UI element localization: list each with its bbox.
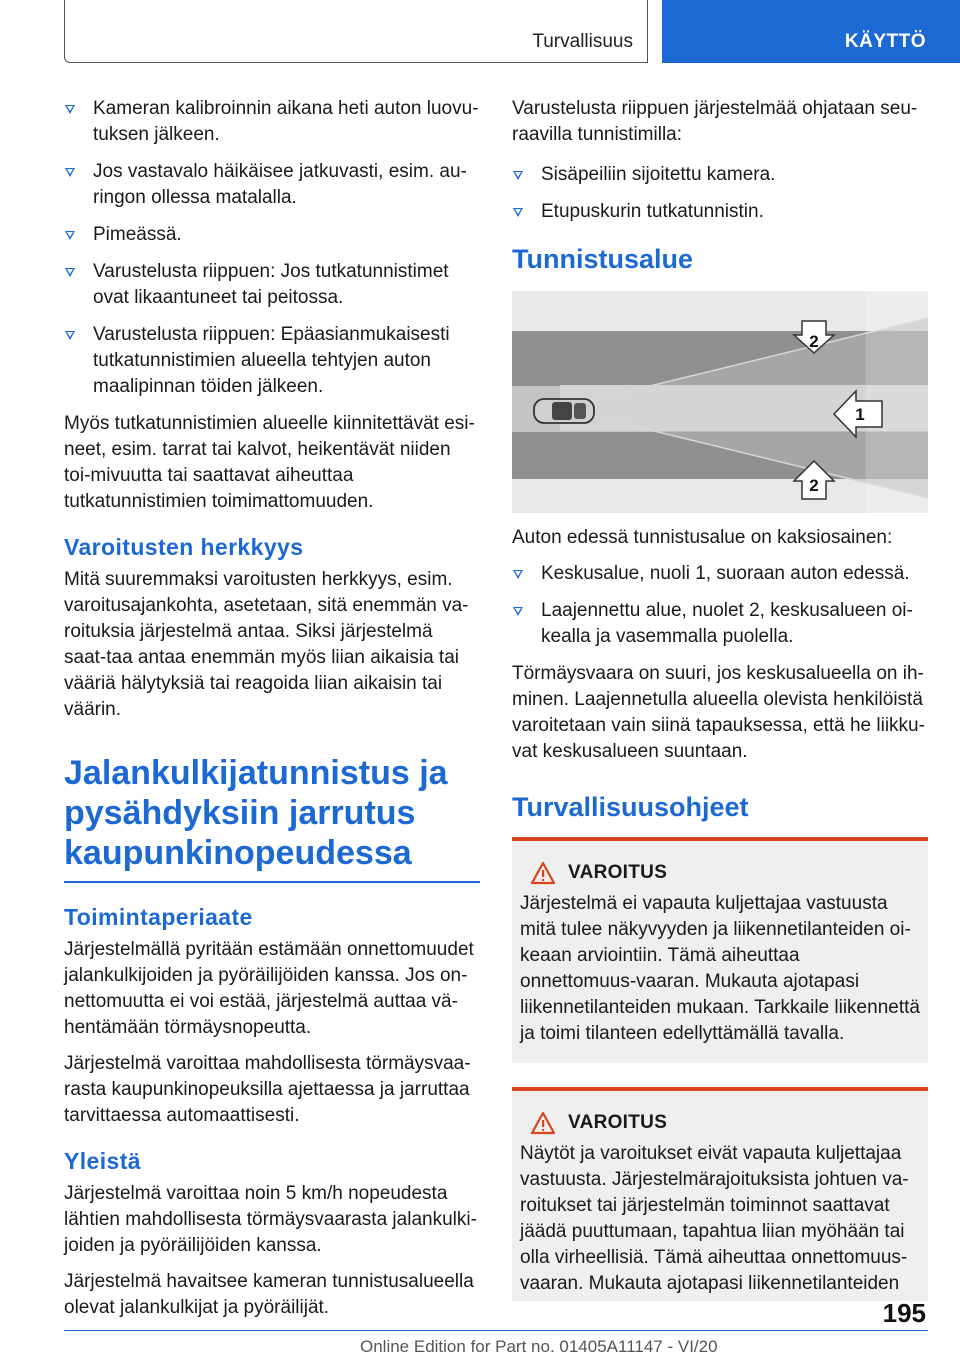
- bullet-triangle-icon: [513, 166, 529, 182]
- bullet-triangle-icon: [65, 263, 81, 279]
- warning-text: Järjestelmä ei vapauta kuljettajaa vastuusta mitä tulee näkyvyyden ja liikennetilanteiden oi-keaan arviointiin. Tämä aiheuttaa onnettomuus-vaaran. Mukauta ajotapasi liikennetilanteiden mukaan. Tarkkaile liikennettä ja toimi tilanteen edellyttämällä tavalla.: [520, 893, 920, 1044]
- car-icon: [534, 399, 594, 423]
- bullet-triangle-icon: [65, 100, 81, 116]
- list-item: Pimeässä.: [64, 222, 480, 248]
- header-section-box: [64, 0, 648, 63]
- chapter-heading: Jalankulkijatunnistus ja pysähdyksiin jarrutus kaupunkinopeudessa: [64, 754, 448, 872]
- arrow-label-top: 2: [809, 332, 819, 351]
- heading-principle: Toimintaperiaate: [64, 903, 253, 930]
- warning-triangle-icon: [530, 1111, 556, 1135]
- page-number: 195: [882, 1298, 926, 1328]
- heading-safety: Turvallisuusohjeet: [512, 792, 749, 822]
- heading-detection-area: Tunnistusalue: [512, 244, 694, 274]
- warning-text: Näytöt ja varoitukset eivät vapauta kuljettajaa vastuusta. Järjestelmärajoituksista johtuen va-roitukset tai järjestelmän toiminnot saattavat jäädä puuttumaan, tapahtua liian myöhään tai olla virheellisiä. Tämä aiheuttaa onnettomuus-vaaran. Mukauta ajotapasi liikennetilanteiden: [520, 1143, 909, 1294]
- warning-box: [512, 1087, 928, 1301]
- heading-warning-sensitivity: Varoitusten herkkyys: [64, 534, 304, 560]
- warning-title: VAROITUS: [568, 1112, 668, 1133]
- bullet-triangle-icon: [65, 326, 81, 342]
- warning-box: [512, 837, 928, 1063]
- warning-title: VAROITUS: [568, 862, 668, 883]
- arrow-label-bottom: 2: [809, 476, 819, 495]
- paragraph-principle-2: Järjestelmä varoittaa mahdollisesta törmäysvaa-rasta kaupunkinopeuksilla ajettaessa ja jarruttaa tarvittaessa automaattisesti.: [64, 1052, 471, 1126]
- heading-divider: [64, 881, 480, 883]
- footer-divider: [64, 1330, 928, 1331]
- paragraph-detection: Auton edessä tunnistusalue on kaksiosainen:: [512, 527, 893, 548]
- heading-general: Yleistä: [64, 1147, 141, 1174]
- warning-triangle-icon: [530, 861, 556, 885]
- header-chapter-box[interactable]: [662, 0, 960, 63]
- paragraph-general-2: Järjestelmä havaitsee kameran tunnistusalueella olevat jalankulkijat ja pyöräilijät.: [64, 1270, 474, 1318]
- paragraph-sensor-stickers: Myös tutkatunnistimien alueelle kiinnitettävät esi-neet, esim. tarrat tai kalvot, heikentävät niiden toi-mivuutta tai saattavat aiheuttaa tutkatunnistimien toimimattomuuden.: [64, 413, 475, 512]
- list-item: Etupuskurin tutkatunnistin.: [512, 199, 928, 225]
- list-item: Laajennettu alue, nuolet 2, keskusalueen oi-kealla ja vasemmalla puolella.: [512, 598, 928, 650]
- bullet-triangle-icon: [513, 565, 529, 581]
- bullet-triangle-icon: [513, 203, 529, 219]
- bullet-triangle-icon: [65, 163, 81, 179]
- paragraph-sensitivity: Mitä suuremmaksi varoitusten herkkyys, esim. varoitusajankohta, asetetaan, sitä enemmän va-roituksia järjestelmä antaa. Siksi järjestelmä saat-taa antaa enemmän myös liian aikaisia tai vääriä hälytyksiä tai reagoida liian aikaisin tai väärin.: [64, 569, 469, 720]
- list-item: Kameran kalibroinnin aikana heti auton luovu-tuksen jälkeen.: [64, 96, 480, 148]
- footer-edition: Online Edition for Part no. 01405A11147 - VI/20: [360, 1337, 718, 1356]
- chapter-title: KÄYTTÖ: [844, 31, 926, 52]
- paragraph-sensors-intro: Varustelusta riippuen järjestelmää ohjataan seu-raavilla tunnistimilla:: [512, 98, 918, 145]
- list-item: Jos vastavalo häikäisee jatkuvasti, esim. au-ringon ollessa matalalla.: [64, 159, 480, 211]
- paragraph-principle-1: Järjestelmällä pyritään estämään onnettomuudet jalankulkijoiden ja pyöräilijöiden kanssa. Jos on-nettomuutta ei voi estää, järjestelmä auttaa vä-hentämään törmäysnopeutta.: [64, 938, 474, 1038]
- list-item: Varustelusta riippuen: Jos tutkatunnistimet ovat likaantuneet tai peitossa.: [64, 259, 480, 311]
- detection-area-diagram: [512, 291, 928, 513]
- left-column: [64, 96, 480, 1331]
- right-column: [512, 96, 928, 1301]
- paragraph-collision-risk: Törmäysvaara on suuri, jos keskusalueella on ih-minen. Laajennetulla alueella olevista henkilöistä varoitetaan vain siinä tapauksessa, että he liikku-vat keskusalueen suuntaan.: [512, 663, 925, 762]
- list-item: Keskusalue, nuoli 1, suoraan auton edessä.: [512, 561, 928, 587]
- bullet-triangle-icon: [513, 602, 529, 618]
- arrow-label-middle: 1: [855, 405, 865, 424]
- list-item: Sisäpeiliin sijoitettu kamera.: [512, 162, 928, 188]
- section-title: Turvallisuus: [532, 31, 633, 52]
- bullet-triangle-icon: [65, 226, 81, 242]
- list-item: Varustelusta riippuen: Epäasianmukaisesti tutkatunnistimien alueella tehtyjen auton maalipinnan töiden jälkeen.: [64, 322, 480, 400]
- paragraph-general-1: Järjestelmä varoittaa noin 5 km/h nopeudesta lähtien mahdollisesta törmäysvaarasta jalankulki-joiden ja pyöräilijöiden kanssa.: [64, 1182, 477, 1256]
